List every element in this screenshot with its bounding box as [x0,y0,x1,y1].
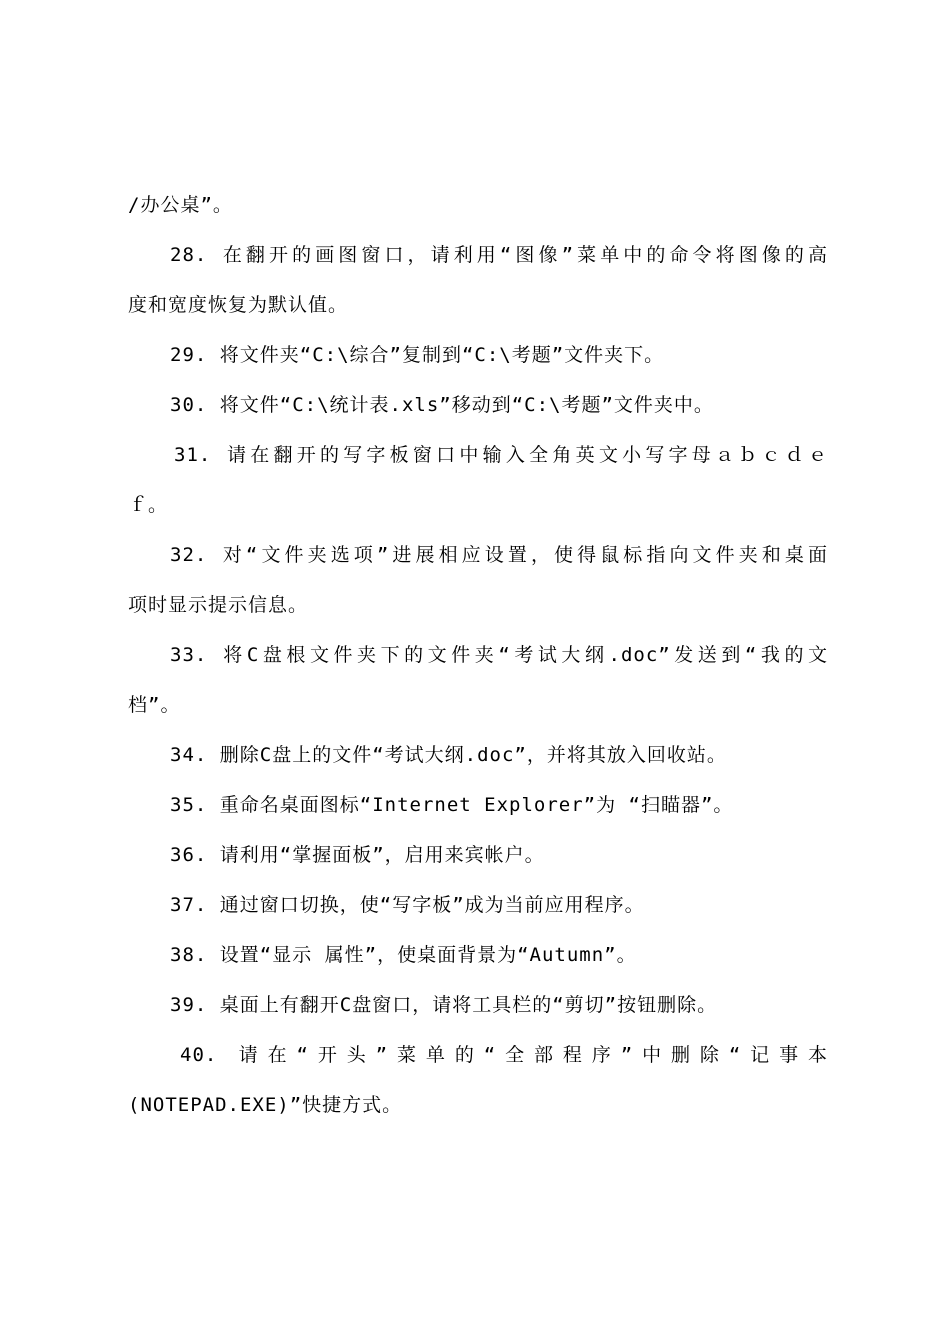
item-32-line-1: 32. 对“文件夹选项”进展相应设置，使得鼠标指向文件夹和桌面 [170,544,828,566]
item-31-line-1: 31. 请在翻开的写字板窗口中输入全角英文小写字母ａｂｃｄｅ [174,444,828,466]
item-29: 29. 将文件夹“C:\综合”复制到“C:\考题”文件夹下。 [170,344,665,366]
item-31-line-2: ｆ。 [128,494,169,516]
item-28-line-2: 度和宽度恢复为默认值。 [128,294,349,316]
item-34: 34. 删除C盘上的文件“考试大纲.doc”，并将其放入回收站。 [170,744,727,766]
item-40-line-1: 40. 请在“开头”菜单的“全部程序”中删除“记事本 [180,1044,828,1066]
text-line-1: /办公桌”。 [128,194,233,216]
item-33-line-2: 档”。 [128,694,181,716]
item-40-line-2: (NOTEPAD.EXE)”快捷方式。 [128,1094,403,1116]
item-37: 37. 通过窗口切换，使“写字板”成为当前应用程序。 [170,894,645,916]
item-30: 30. 将文件“C:\统计表.xls”移动到“C:\考题”文件夹中。 [170,394,714,416]
item-32-line-2: 项时显示提示信息。 [128,594,309,616]
item-35: 35. 重命名桌面图标“Internet Explorer”为 “扫瞄器”。 [170,794,734,816]
item-38: 38. 设置“显示 属性”，使桌面背景为“Autumn”。 [170,944,637,966]
item-39: 39. 桌面上有翻开C盘窗口，请将工具栏的“剪切”按钮删除。 [170,994,718,1016]
item-28-line-1: 28. 在翻开的画图窗口，请利用“图像”菜单中的命令将图像的高 [170,244,828,266]
item-36: 36. 请利用“掌握面板”，启用来宾帐户。 [170,844,545,866]
item-33-line-1: 33. 将C盘根文件夹下的文件夹“考试大纲.doc”发送到“我的文 [170,644,828,666]
